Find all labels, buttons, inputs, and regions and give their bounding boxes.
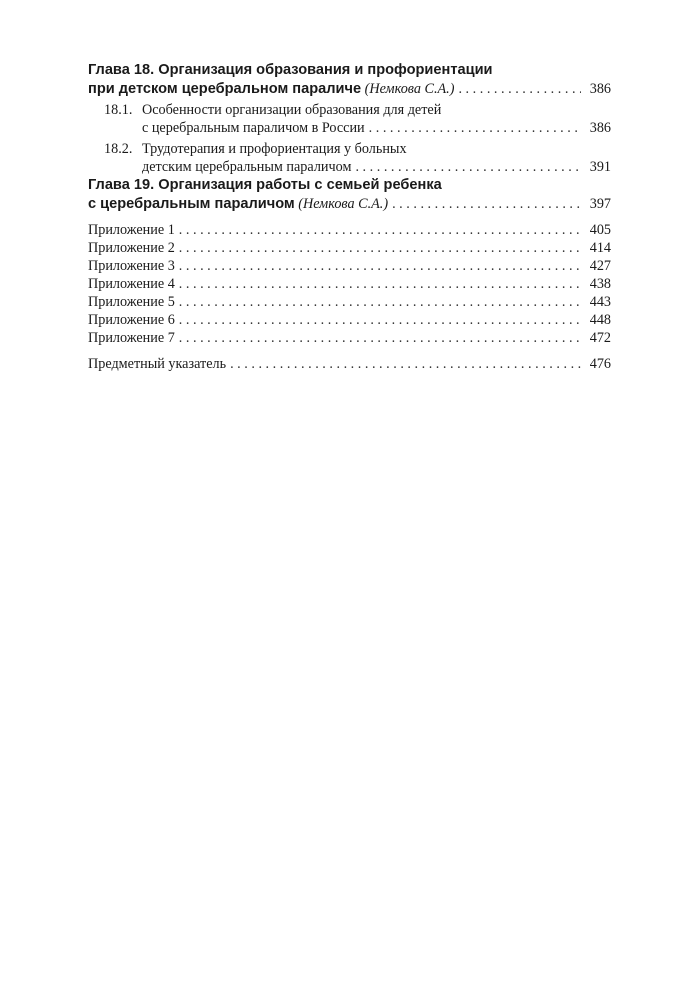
chapter-18-entry[interactable] [88,80,611,98]
appendix-3-page: 427 [589,258,611,274]
leader-dots [458,80,581,98]
leader-dots [179,311,581,329]
chapter-18-page: 386 [589,81,611,97]
chapter-19-author: (Немкова С.А.) [298,196,389,212]
section-18-1-entry[interactable] [88,119,611,137]
leader-dots [355,158,581,176]
appendix-4-entry[interactable] [88,275,611,293]
section-18-1-line1 [88,101,611,119]
appendix-7-page: 472 [589,330,611,346]
appendix-7-entry[interactable] [88,329,611,347]
chapter-19-entry[interactable] [88,195,611,213]
section-18-1-page: 386 [589,120,611,136]
leader-dots [179,293,581,311]
leader-dots [369,119,581,137]
appendix-6-page: 448 [589,312,611,328]
leader-dots [179,257,581,275]
leader-dots [179,275,581,293]
appendix-3-label: Приложение 3 [88,258,175,274]
appendix-5-page: 443 [589,294,611,310]
chapter-19-page: 397 [589,196,611,212]
table-of-contents [88,61,611,373]
appendix-1-label: Приложение 1 [88,222,175,238]
chapter-18-title-line1: Глава 18. Организация образования и профориентации [88,62,493,78]
appendix-1-page: 405 [589,222,611,238]
appendix-1-entry[interactable] [88,221,611,239]
leader-dots [392,195,581,213]
subject-index-label: Предметный указатель [88,356,227,372]
appendix-5-entry[interactable] [88,293,611,311]
appendix-4-label: Приложение 4 [88,276,175,292]
section-18-2-page: 391 [589,159,611,175]
leader-dots [179,329,581,347]
appendix-2-page: 414 [589,240,611,256]
section-18-2-number: 18.2. [104,141,133,157]
appendix-2-entry[interactable] [88,239,611,257]
leader-dots [230,355,581,373]
chapter-18-title-line2: при детском церебральном параличе [88,81,362,97]
subject-index-entry[interactable] [88,355,611,373]
subject-index-page: 476 [589,356,611,372]
leader-dots [179,239,581,257]
appendix-4-page: 438 [589,276,611,292]
chapter-19-title-line2: с церебральным параличом [88,196,295,212]
leader-dots [179,221,581,239]
section-18-2-title-line2: детским церебральным параличом [142,159,352,175]
section-18-2-line1 [88,140,611,158]
appendix-7-label: Приложение 7 [88,330,175,346]
appendix-5-label: Приложение 5 [88,294,175,310]
appendix-6-label: Приложение 6 [88,312,175,328]
chapter-18-author: (Немкова С.А.) [364,81,455,97]
appendix-2-label: Приложение 2 [88,240,175,256]
chapter-19-title-line1: Глава 19. Организация работы с семьей ребенка [88,177,442,193]
section-18-2-entry[interactable] [88,158,611,176]
section-18-1-number: 18.1. [104,102,133,118]
appendix-3-entry[interactable] [88,257,611,275]
section-18-1-title-line2: с церебральным параличом в России [142,120,365,136]
appendix-6-entry[interactable] [88,311,611,329]
section-18-2-title-line1: Трудотерапия и профориентация у больных [142,141,407,157]
section-18-1-title-line1: Особенности организации образования для детей [142,102,442,118]
